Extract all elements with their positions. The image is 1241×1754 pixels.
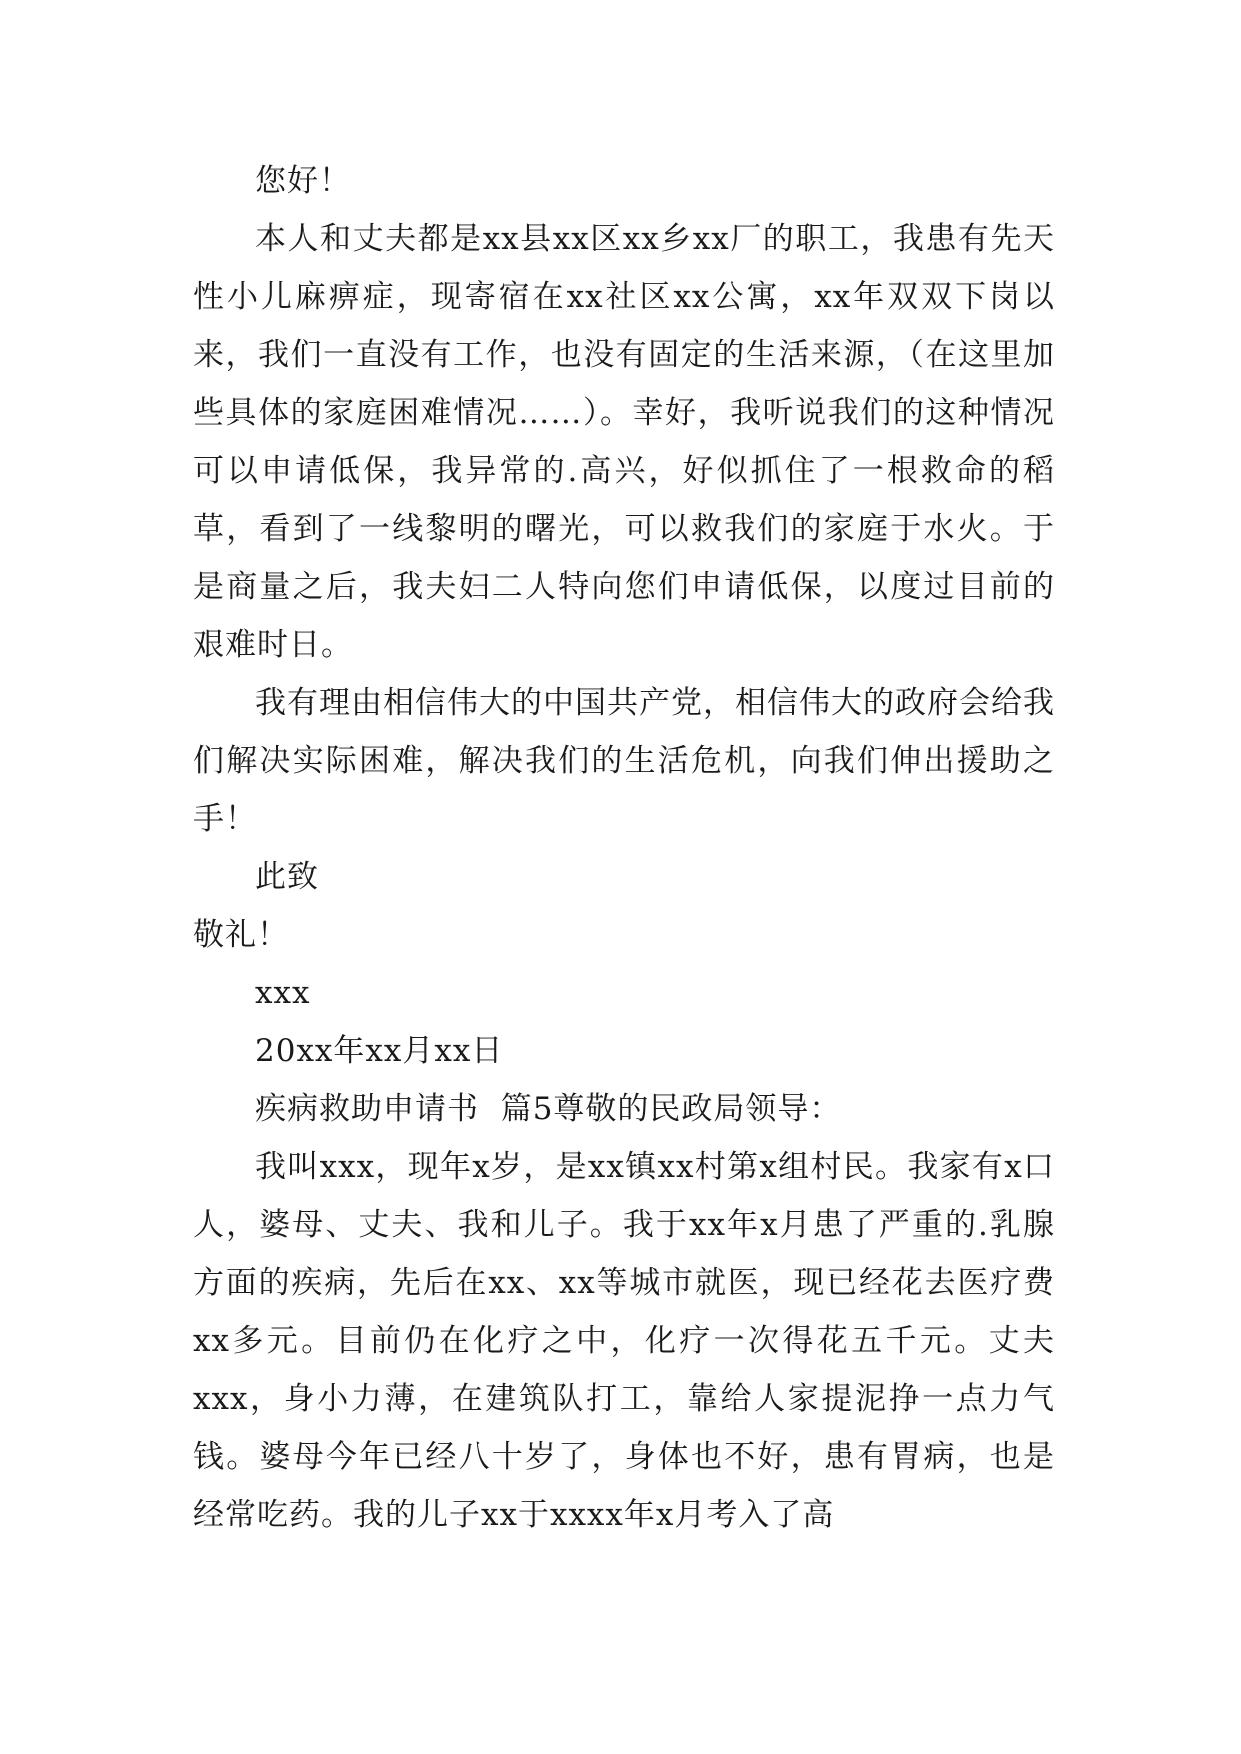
paragraph-illness: 我叫xxx，现年x岁，是xx镇xx村第x组村民。我家有x口人，婆母、丈夫、我和儿子。我于xx年x月患了严重的.乳腺方面的疾病，先后在xx、xx等城市就医，现已经花去医疗费xx多元。目前仍在化疗之中，化疗一次得花五千元。丈夫xxx，身小力薄，在建筑队打工，靠给人家提泥挣一点力气钱。婆母今年已经八十岁了，身体也不好，患有胃病，也是经常吃药。我的儿子xx于xxxx年x月考入了高	[193, 1149, 1055, 1533]
paragraph-application: 本人和丈夫都是xx县xx区xx乡xx厂的职工，我患有先天性小儿麻痹症，现寄宿在xx社区xx公寓，xx年双双下岗以来，我们一直没有工作，也没有固定的生活来源，（在这里加些具体的家庭困难情况……）。幸好，我听说我们的这种情况可以申请低保，我异常的.高兴，好似抓住了一根救命的稻草，看到了一线黎明的曙光，可以救我们的家庭于水火。于是商量之后，我夫妇二人特向您们申请低保，以度过目前的艰难时日。	[193, 221, 1055, 663]
section-heading: 疾病救助申请书 篇5尊敬的民政局领导：	[255, 1091, 842, 1127]
date: 20xx年xx月xx日	[255, 1033, 504, 1069]
letter-body-1	[193, 152, 1055, 1544]
signature: xxx	[255, 975, 311, 1011]
greeting: 您好！	[255, 163, 351, 199]
closing-respect: 此致	[255, 859, 319, 895]
paragraph-trust: 我有理由相信伟大的中国共产党，相信伟大的政府会给我们解决实际困难，解决我们的生活危机，向我们伸出援助之手！	[193, 685, 1055, 837]
closing-salute: 敬礼！	[193, 917, 289, 953]
